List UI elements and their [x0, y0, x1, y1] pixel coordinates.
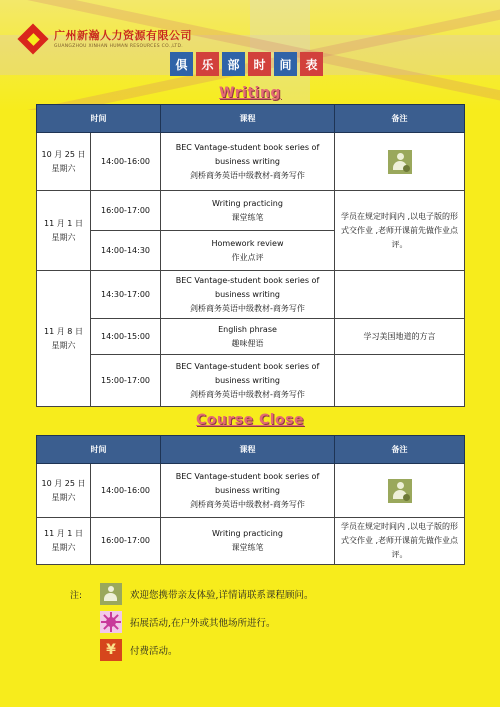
- course-cn: 趣味俚语: [231, 338, 264, 348]
- title-char: 表: [300, 52, 323, 76]
- yen-icon: ¥: [100, 639, 122, 661]
- course-close-table: [36, 435, 465, 565]
- time-cell: 16:00-17:00: [91, 191, 161, 231]
- course-en: BEC Vantage-student book series of business writing: [175, 142, 320, 166]
- title-char: 部: [222, 52, 245, 76]
- table-row: [37, 464, 465, 518]
- course-en: BEC Vantage-student book series of business writing: [175, 275, 320, 299]
- course-cell: [161, 464, 335, 518]
- date-cell: [37, 191, 91, 271]
- table-row: [37, 133, 465, 191]
- date: 11 月 1 日: [44, 529, 83, 538]
- course-cn: 剑桥商务英语中级教材-商务写作: [190, 170, 305, 180]
- time-cell: 14:30-17:00: [91, 271, 161, 319]
- title-char: 时: [248, 52, 271, 76]
- time-cell: 15:00-17:00: [91, 355, 161, 407]
- weekday: 星期六: [51, 492, 76, 502]
- logo-mark-icon: [20, 24, 48, 52]
- course-cell: [161, 191, 335, 231]
- course-cn: 剑桥商务英语中级教材-商务写作: [190, 499, 305, 509]
- header-time: 时间: [37, 436, 161, 464]
- page-title: [170, 52, 323, 76]
- course-cn: 课堂练笔: [231, 543, 264, 552]
- time-cell: 14:00-14:30: [91, 231, 161, 271]
- course-en: English phrase: [218, 324, 277, 334]
- date-cell: [37, 271, 91, 407]
- course-cn: 作业点评: [231, 252, 264, 262]
- course-en: Writing practicing: [212, 198, 283, 208]
- time-cell: 14:00-15:00: [91, 319, 161, 355]
- date: 10 月 25 日: [41, 149, 86, 159]
- table-row: [37, 191, 465, 231]
- course-cell: [161, 133, 335, 191]
- note-cell: [335, 271, 465, 319]
- company-name-cn: 广州新瀚人力资源有限公司: [54, 29, 192, 42]
- course-en: Homework review: [211, 238, 284, 248]
- weekday: 星期六: [51, 163, 76, 173]
- table-row: [37, 355, 465, 407]
- course-cn: 剑桥商务英语中级教材-商务写作: [190, 389, 305, 399]
- legend-item: [70, 608, 314, 636]
- note-cell: [335, 355, 465, 407]
- friend-icon: [100, 583, 122, 605]
- title-char: 乐: [196, 52, 219, 76]
- course-cn: 课堂练笔: [231, 212, 264, 222]
- time-cell: 14:00-16:00: [91, 133, 161, 191]
- legend-text: 欢迎您携带亲友体验,详情请联系课程顾问。: [130, 590, 314, 601]
- course-cn: 剑桥商务英语中级教材-商务写作: [190, 303, 305, 313]
- writing-schedule-table: [36, 104, 465, 407]
- logo-text: [54, 27, 192, 49]
- header-note: 备注: [335, 436, 465, 464]
- course-en: BEC Vantage-student book series of business writing: [175, 471, 320, 495]
- company-logo: [20, 24, 192, 52]
- table-header-row: [37, 436, 465, 464]
- header-course: 课程: [161, 105, 335, 133]
- notes-prefix: 注:: [70, 590, 83, 601]
- header-course: 课程: [161, 436, 335, 464]
- weekday: 星期六: [51, 340, 76, 350]
- date-cell: [37, 518, 91, 565]
- note-cell: [335, 464, 465, 518]
- legend-text: 付费活动。: [130, 646, 178, 657]
- date: 11 月 8 日: [44, 326, 83, 336]
- note-cell: [335, 133, 465, 191]
- time-cell: 16:00-17:00: [91, 518, 161, 565]
- weekday: 星期六: [51, 543, 76, 552]
- note-cell: 学员在规定时间内 ,以电子版的形式交作业 ,老师开课前先做作业点评。: [335, 191, 465, 271]
- note-cell: 学习美国地道的方言: [335, 319, 465, 355]
- date-cell: [37, 133, 91, 191]
- course-cell: [161, 319, 335, 355]
- table-row: [37, 271, 465, 319]
- table-header-row: [37, 105, 465, 133]
- weekday: 星期六: [51, 232, 76, 242]
- course-cell: [161, 355, 335, 407]
- header-note: 备注: [335, 105, 465, 133]
- date: 11 月 1 日: [44, 218, 83, 228]
- header-time: 时间: [37, 105, 161, 133]
- friend-icon: [388, 150, 412, 174]
- course-cell: [161, 231, 335, 271]
- friend-icon: [388, 479, 412, 503]
- table-row: [37, 319, 465, 355]
- section-title-writing: Writing: [219, 85, 281, 101]
- legend-item: [70, 636, 314, 664]
- date: 10 月 25 日: [41, 478, 86, 488]
- course-cell: [161, 271, 335, 319]
- table-row: [37, 518, 465, 565]
- title-char: 间: [274, 52, 297, 76]
- time-cell: 14:00-16:00: [91, 464, 161, 518]
- note-cell: 学员在规定时间内 ,以电子版的形式交作业 ,老师开课前先做作业点评。: [335, 518, 465, 565]
- course-en: Writing practicing: [212, 529, 283, 538]
- legend-item: [70, 580, 314, 608]
- sun-icon: [100, 611, 122, 633]
- title-char: 俱: [170, 52, 193, 76]
- section-title-course-close: Course Close: [196, 412, 304, 428]
- company-name-en: GUANGZHOU XINHAN HUMAN RESOURCES CO.,LTD.: [54, 44, 183, 49]
- course-en: BEC Vantage-student book series of business writing: [175, 361, 320, 385]
- date-cell: [37, 464, 91, 518]
- course-cell: [161, 518, 335, 565]
- legend-text: 拓展活动,在户外或其他场所进行。: [130, 618, 276, 629]
- notes-legend: [70, 580, 314, 664]
